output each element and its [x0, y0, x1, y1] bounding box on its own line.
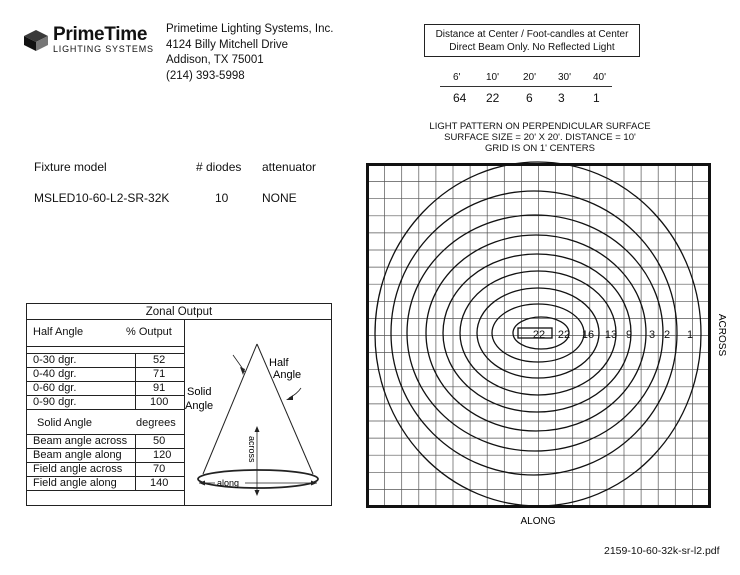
brand-subtitle: LIGHTING SYSTEMS	[53, 44, 154, 54]
distance-label: 30'	[558, 72, 572, 83]
footcandle-divider	[440, 86, 612, 87]
caption-line: SURFACE SIZE = 20' X 20'. DISTANCE = 10'	[444, 132, 636, 143]
zonal-row-label: 0-60 dgr.	[33, 382, 77, 394]
zonal-row-value: 91	[153, 382, 166, 394]
footcandle-value: 1	[593, 91, 600, 105]
logo-cube-icon	[22, 28, 50, 52]
zonal-row-divider	[27, 346, 184, 347]
across-axis-label: ACROSS	[716, 313, 727, 357]
distance-label: 40'	[593, 72, 607, 83]
zonal-row-value: 71	[153, 368, 166, 380]
caption-line: GRID IS ON 1' CENTERS	[484, 143, 596, 154]
fixture-model-value: MSLED10-60-L2-SR-32K	[34, 191, 170, 205]
beam-row-label: Beam angle across	[33, 435, 128, 447]
diodes-value: 10	[215, 191, 229, 205]
address-line: 4124 Billy Mitchell Drive	[166, 38, 289, 51]
contour-label: 9	[625, 329, 633, 341]
beam-row-value: 140	[150, 477, 169, 489]
contour-label: 16	[581, 329, 595, 341]
contour-label: 22	[532, 329, 546, 341]
footcandle-value: 6	[526, 91, 533, 105]
pattern-caption	[410, 121, 670, 154]
attenuator-value: NONE	[262, 191, 297, 205]
zonal-row-divider	[27, 409, 184, 410]
contour-label: 1	[686, 329, 694, 341]
degrees-header: degrees	[136, 417, 176, 429]
diodes-header: # diodes	[196, 160, 242, 174]
brand-name: PrimeTime	[53, 24, 148, 45]
half-angle-header: Half Angle	[33, 326, 84, 338]
attenuator-header: attenuator	[262, 160, 317, 174]
along-axis-label: ALONG	[520, 516, 556, 527]
footcandle-value: 3	[558, 91, 565, 105]
footcandle-box-line: Direct Beam Only. No Reflected Light	[449, 41, 615, 53]
file-name: 2159-10-60-32k-sr-l2.pdf	[604, 545, 720, 557]
half-angle-label: Half	[269, 357, 289, 369]
zonal-row-value: 52	[153, 354, 166, 366]
beam-row-value: 50	[153, 435, 166, 447]
fixture-model-header: Fixture model	[34, 160, 107, 174]
solid-angle-label: Angle	[185, 400, 214, 412]
beam-row-label: Field angle across	[33, 463, 123, 475]
zonal-row-label: 0-40 dgr.	[33, 368, 77, 380]
footcandle-value: 22	[486, 91, 500, 105]
company-address	[166, 22, 333, 84]
zonal-row-label: 0-90 dgr.	[33, 396, 77, 408]
footcandle-info-box	[424, 24, 640, 57]
cone-diagram	[185, 322, 331, 506]
zonal-row-label: 0-30 dgr.	[33, 354, 77, 366]
caption-line: LIGHT PATTERN ON PERPENDICULAR SURFACE	[429, 121, 651, 132]
zonal-output-table	[26, 303, 332, 506]
light-pattern-grid	[366, 163, 740, 527]
contour-labels	[533, 329, 693, 341]
address-line: Primetime Lighting Systems, Inc.	[166, 23, 334, 35]
half-angle-label: Angle	[273, 369, 302, 381]
distance-label: 6'	[453, 72, 461, 83]
contour-label: 22	[557, 329, 571, 341]
contour-label: 13	[604, 329, 618, 341]
address-line: Addison, TX 75001	[166, 54, 264, 66]
zonal-row-value: 100	[150, 396, 169, 408]
distance-label: 20'	[523, 72, 537, 83]
half-angle-arc-right	[289, 388, 301, 398]
footcandle-value: 64	[453, 91, 467, 105]
beam-row-value: 120	[153, 449, 172, 461]
along-label: along	[217, 478, 240, 488]
output-header: % Output	[126, 326, 172, 338]
beam-row-label: Field angle along	[33, 477, 117, 489]
zonal-output-title: Zonal Output	[27, 304, 331, 320]
footcandle-box-line: Distance at Center / Foot-candles at Center	[435, 29, 629, 40]
zonal-row-divider	[27, 490, 184, 491]
contour-label: 3	[648, 329, 656, 341]
solid-angle-header: Solid Angle	[37, 417, 93, 429]
across-label: across	[247, 436, 257, 463]
beam-row-value: 70	[153, 463, 166, 475]
distance-label: 10'	[486, 72, 500, 83]
solid-angle-label: Solid	[187, 386, 212, 398]
contour-label: 2	[663, 329, 671, 341]
beam-row-label: Beam angle along	[33, 449, 122, 461]
address-line: (214) 393-5998	[166, 69, 245, 82]
cone-base-ellipse	[198, 470, 318, 488]
